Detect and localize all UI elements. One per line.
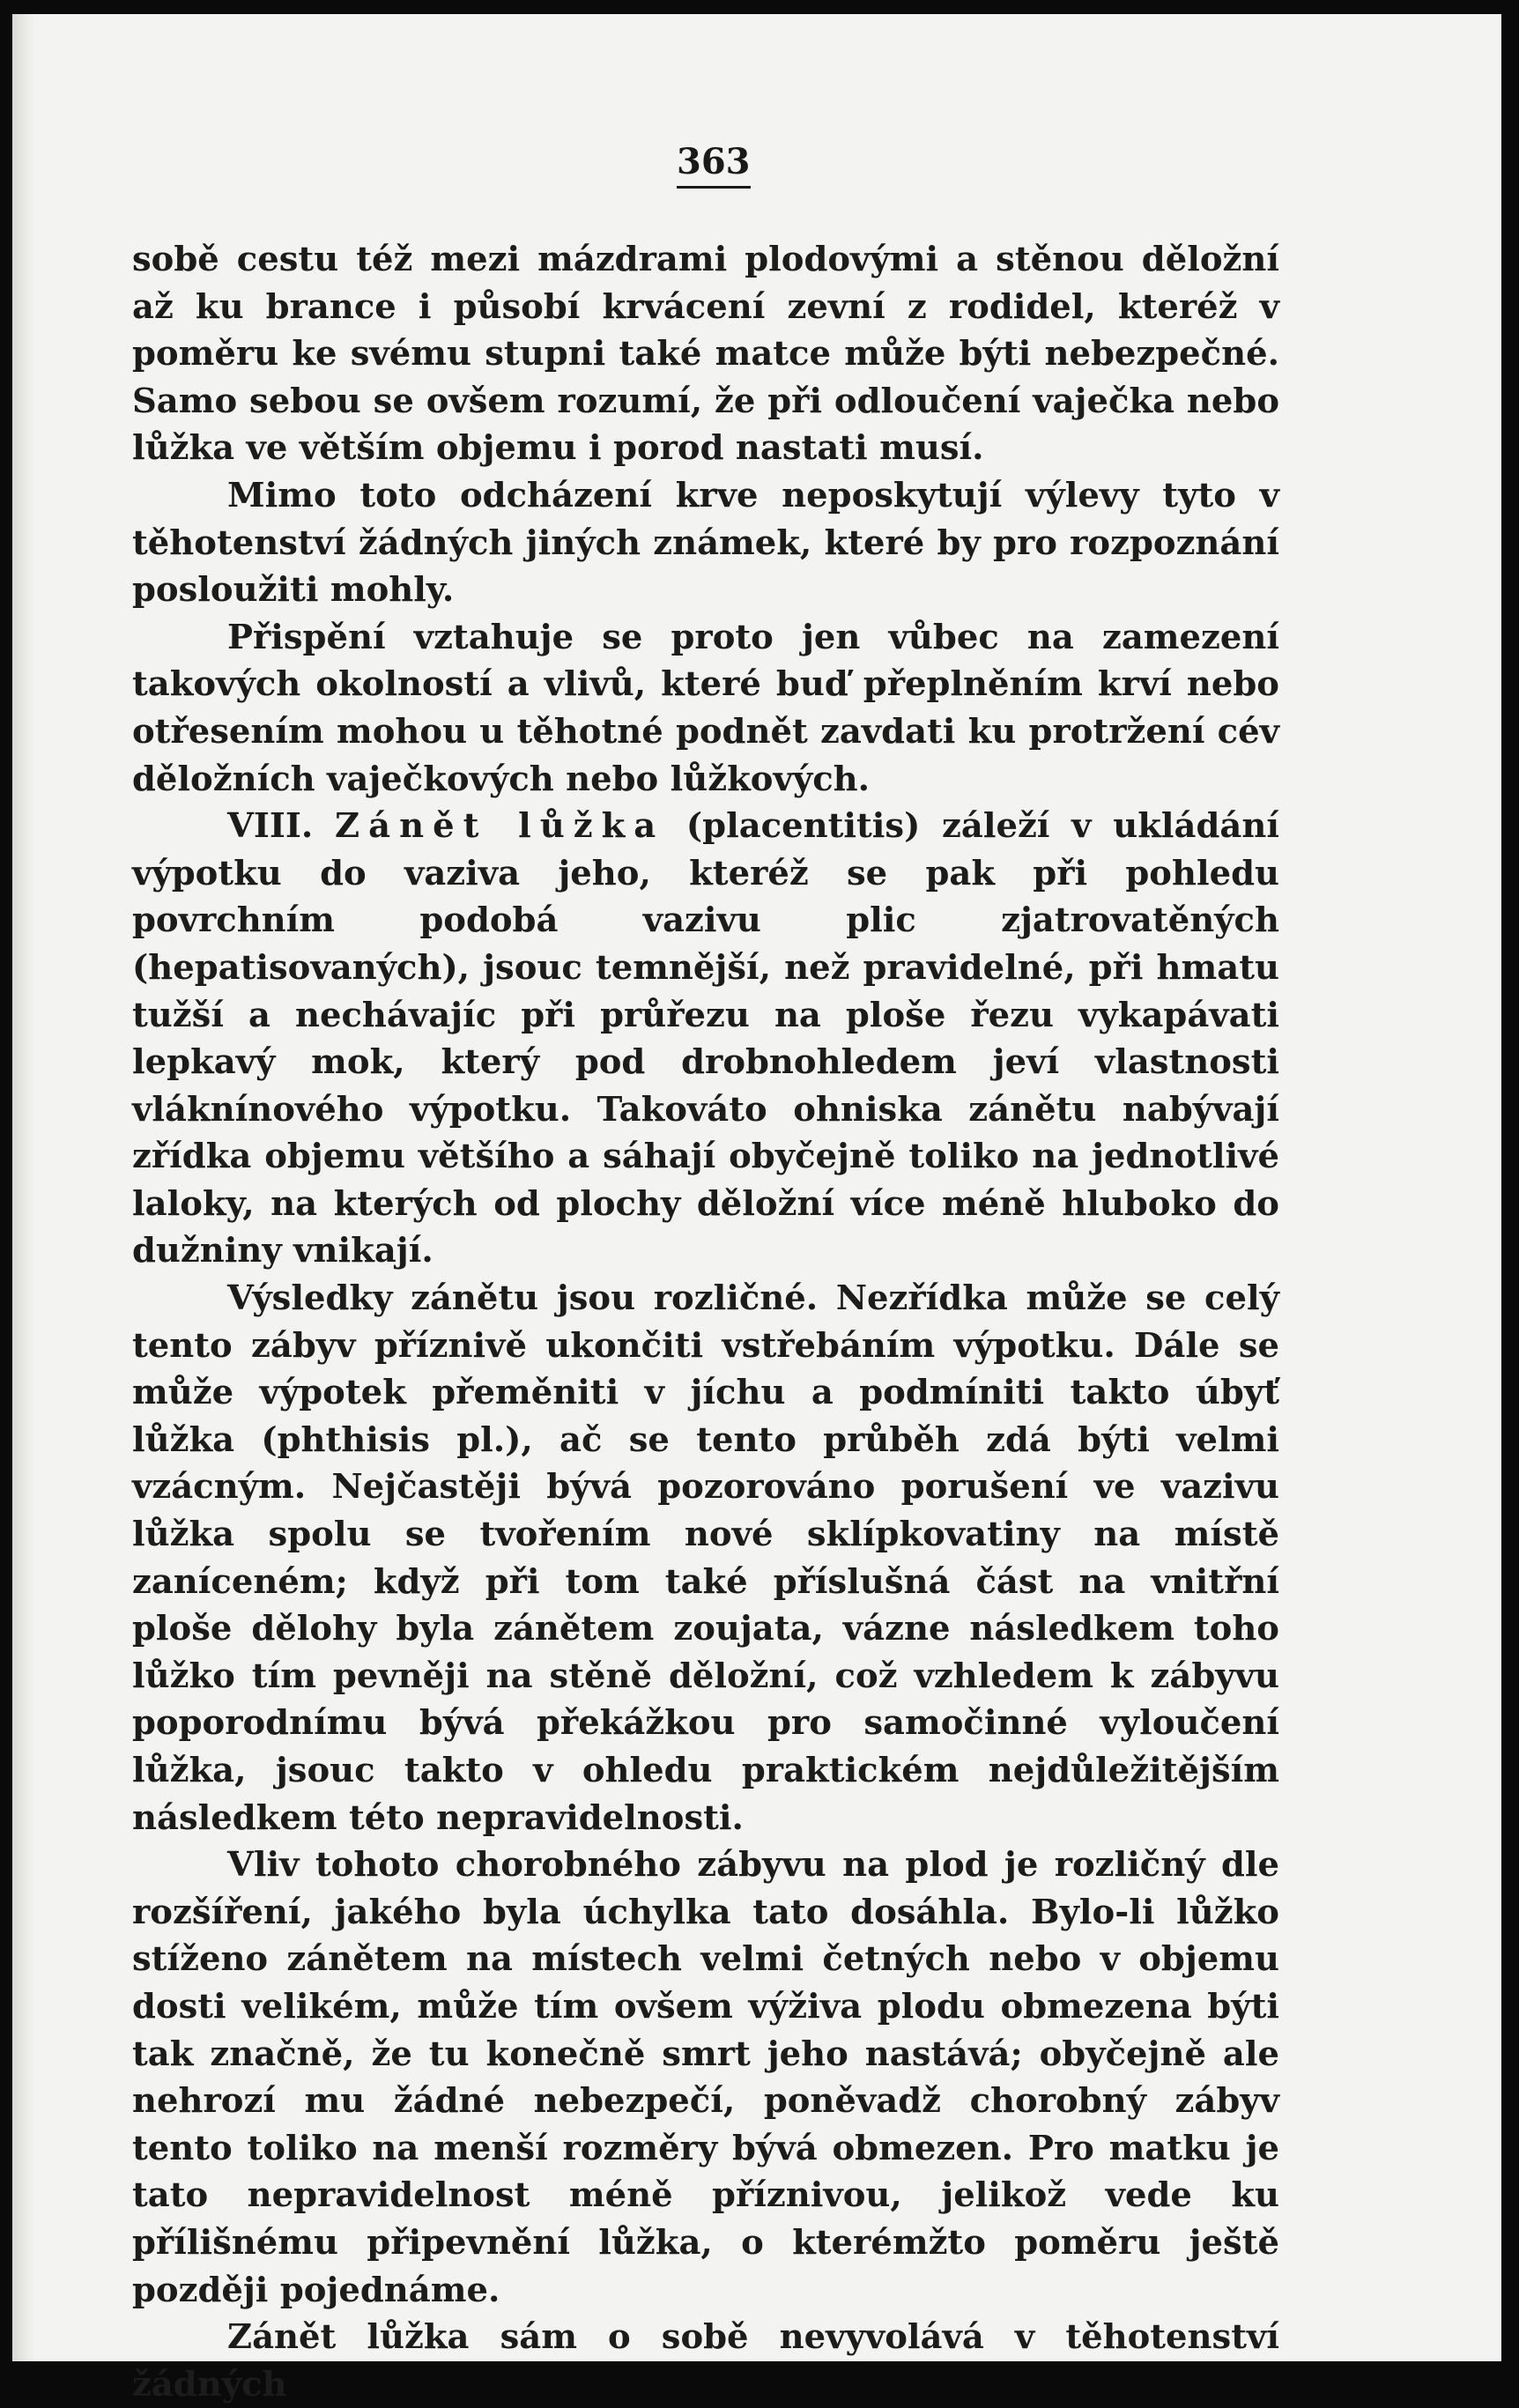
section-term: Zánět lůžka [335,806,665,847]
page-number: 363 [677,141,751,189]
body-text [132,236,1279,2408]
section-numeral: VIII. [227,806,314,847]
paragraph: Zánět lůžka sám o sobě nevyvolává v těhotenství žádných [132,2317,1279,2404]
paragraph: Vliv tohoto chorobného zábyvu na plod je rozličný dle rozšíření, jakého byla úchylka tato dosáhla. Bylo-li lůžko stíženo zánětem na místech velmi četných nebo v objemu dosti velikém, může tím ovšem výživa plodu obmezena býti tak značně, že tu konečně smrt jeho nastává; obyčejně ale nehrozí mu žádné nebezpečí, poněvadž chorobný zábyv tento toliko na menší rozměry bývá obmezen. Pro matku je tato nepravidelnost méně příznivou, jelikož vede ku přílišnému připevnění lůžka, o kterémžto poměru ještě později pojednáme. [132,1845,1279,2310]
paragraph: Výsledky zánětu jsou rozličné. Nezřídka může se celý tento zábyv příznivě ukončiti vstřebáním výpotku. Dále se může výpotek přeměniti v jíchu a podmíniti takto úbyť lůžka (phthisis pl.), ač se tento průběh zdá býti velmi vzácným. Nejčastěji bývá pozorováno porušení ve vazivu lůžka spolu se tvořením nové sklípkovatiny na místě zaníceném; když při tom také příslušná část na vnitřní ploše dělohy byla zánětem zoujata, vázne následkem toho lůžko tím pevněji na stěně děložní, což vzhledem k zábyvu poporodnímu bývá překážkou pro samočinné vyloučení lůžka, jsouc takto v ohledu praktickém nejdůležitějším následkem této nepravidelnosti. [132,1278,1279,1838]
paragraph-text: (placentitis) záleží v ukládání výpotku do vaziva jeho, kteréž se pak při pohledu povrchním podobá vazivu plic zjatrovatěných (hepatisovaných), jsouc temnější, než pravidelné, při hmatu tužší a nechávajíc při průřezu na ploše řezu vykapávati lepkavý mok, který pod drobnohledem jeví vlastnosti vláknínového výpotku. Takováto ohniska zánětu nabývají zřídka objemu většího a sáhají obyčejně toliko na jednotlivé laloky, na kterých od plochy děložní více méně hluboko do dužniny vnikají. [132,806,1279,1271]
paragraph: Mimo toto odcházení krve neposkytují výlevy tyto v těhotenství žádných jiných známek, které by pro rozpoznání posloužiti mohly. [132,475,1279,611]
page-gutter [12,14,33,2361]
paragraph-viii [132,803,1279,1275]
paragraph: sobě cestu též mezi mázdrami plodovými a stěnou děložní až ku brance i působí krvácení zevní z rodidel, kteréž v poměru ke svému stupni také matce může býti nebezpečné. Samo sebou se ovšem rozumí, že při odloučení vaječka nebo lůžka ve větším objemu i porod nastati musí. [132,240,1279,469]
paragraph: Přispění vztahuje se proto jen vůbec na zamezení takových okolností a vlivů, které buď přeplněním krví nebo otřesením mohou u těhotné podnět zavdati ku protržení cév děložních vaječkových nebo lůžkových. [132,617,1279,799]
